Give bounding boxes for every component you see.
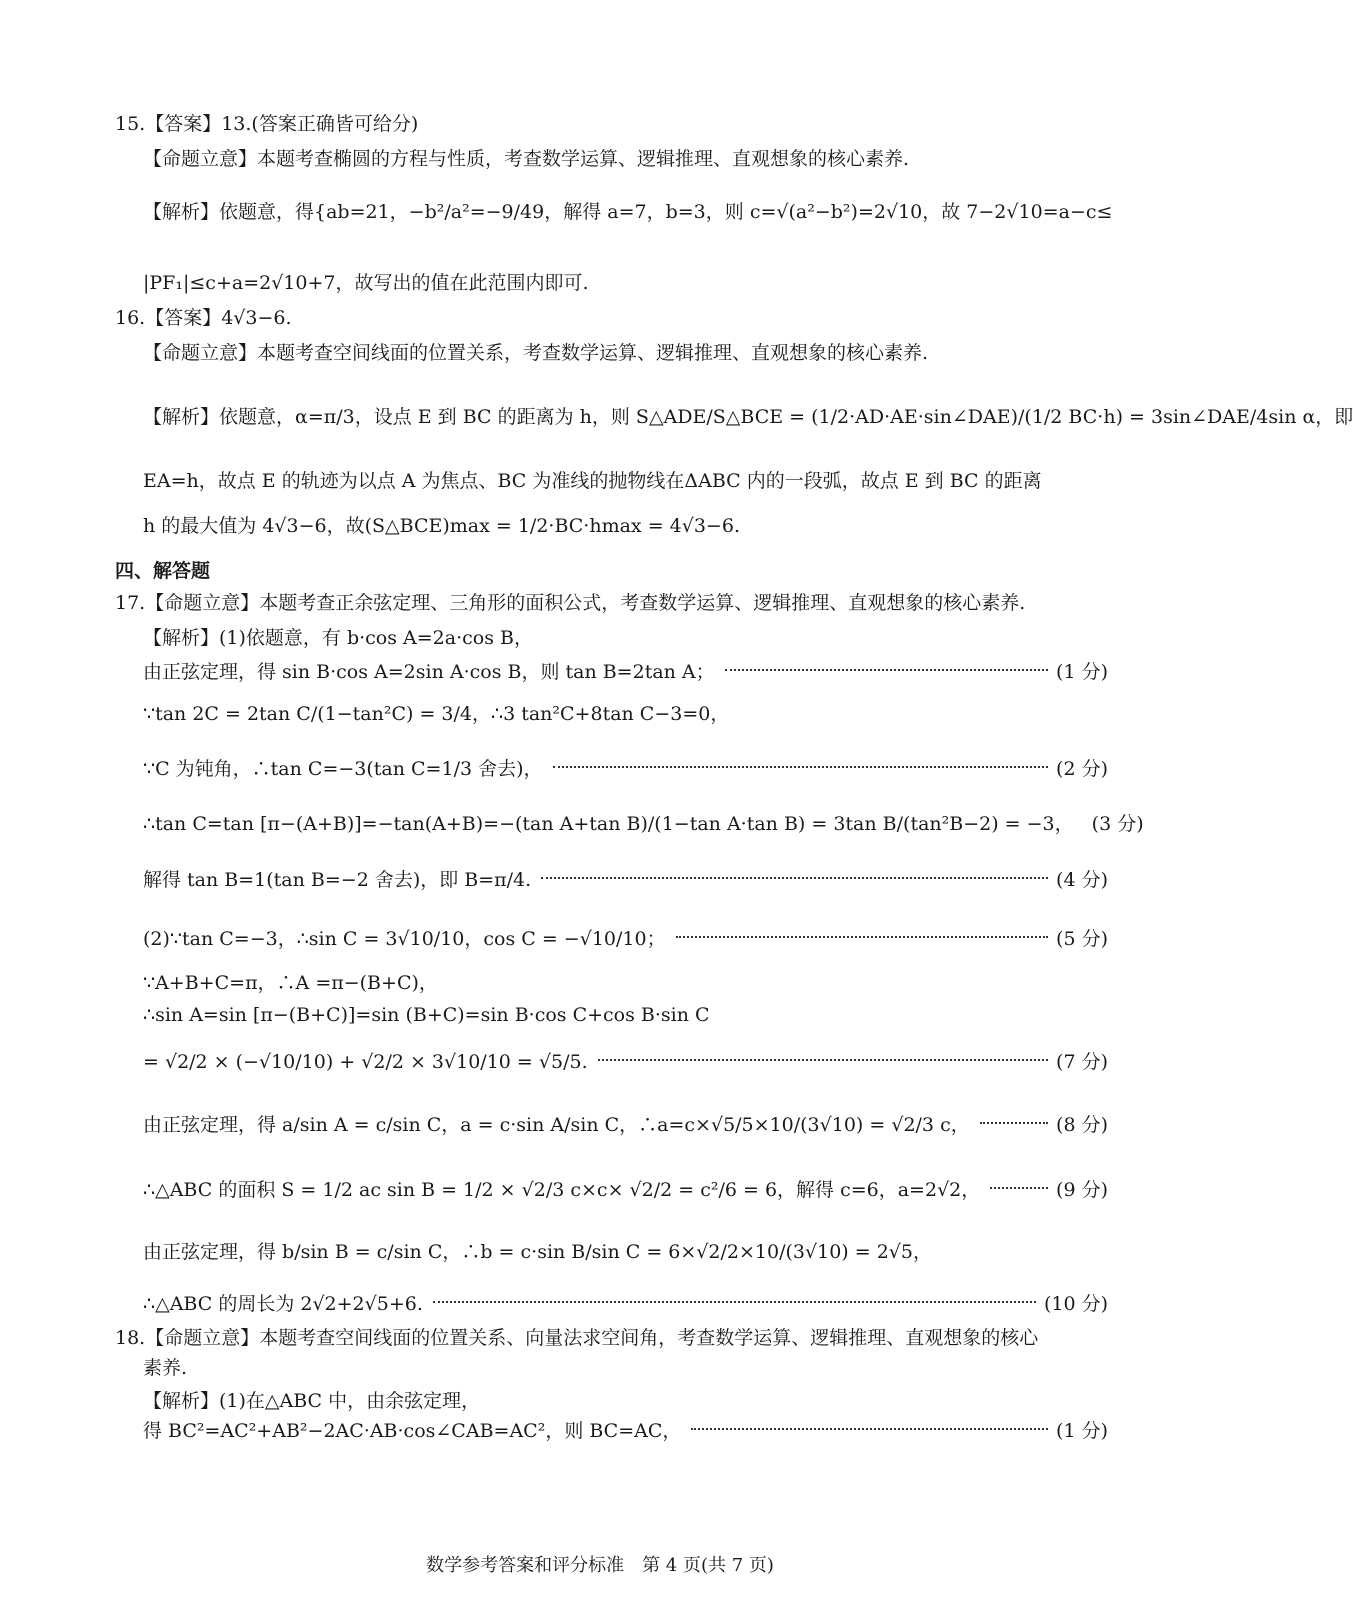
line-text: 16.【答案】4√3−6.	[115, 307, 292, 329]
score-label: (5 分)	[1056, 928, 1108, 950]
text-line	[115, 306, 1108, 330]
score-label: (4 分)	[1056, 869, 1108, 891]
line-text: 【解析】(1)在△ABC 中，由余弦定理，	[143, 1390, 481, 1412]
text-line	[143, 1050, 1108, 1074]
line-text: 解得 tan B=1(tan B=−2 舍去)，即 B=π/4.	[143, 869, 532, 891]
leader-dots	[725, 668, 1048, 671]
line-text: = √2/2 × (−√10/10) + √2/2 × 3√10/10 = √5/5.	[143, 1051, 588, 1073]
line-text: h 的最大值为 4√3−6，故(S△BCE)max = 1/2·BC·hmax = 4√3−6.	[143, 515, 740, 537]
line-text: ∵A+B+C=π，∴A =π−(B+C)，	[143, 972, 438, 994]
leader-dots	[553, 765, 1049, 768]
text-line	[115, 112, 1108, 136]
score-label: (9 分)	[1056, 1179, 1108, 1201]
text-line	[143, 812, 1144, 836]
line-text: 18.【命题立意】本题考查空间线面的位置关系、向量法求空间角，考查数学运算、逻辑推理、直观想象的核心	[115, 1327, 1039, 1349]
line-text: 由正弦定理，得 a/sin A = c/sin C，a = c·sin A/sin C，∴a=c×√5/5×10/(3√10) = √2/3 c，	[143, 1114, 970, 1136]
section-heading: 四、解答题	[115, 560, 211, 582]
text-line	[143, 1113, 1108, 1137]
line-text: 由正弦定理，得 b/sin B = c/sin C，∴b = c·sin B/sin C = 6×√2/2×10/(3√10) = 2√5，	[143, 1241, 932, 1263]
line-text: EA=h，故点 E 的轨迹为以点 A 为焦点、BC 为准线的抛物线在ΔABC 内的一段弧，故点 E 到 BC 的距离	[143, 470, 1042, 492]
score-label: (2 分)	[1056, 758, 1108, 780]
line-text: 【解析】依题意，α=π/3，设点 E 到 BC 的距离为 h，则 S△ADE/S△BCE = (1/2·AD·AE·sin∠DAE)/(1/2 BC·h) = 3sin∠DAE/4sin α，即	[143, 406, 1353, 428]
text-line	[115, 1326, 1108, 1350]
leader-dots	[980, 1121, 1048, 1124]
line-text: 得 BC²=AC²+AB²−2AC·AB·cos∠CAB=AC²，则 BC=AC，	[143, 1420, 682, 1442]
text-line	[143, 271, 1108, 295]
text-line	[143, 341, 1108, 365]
text-line	[143, 405, 1353, 429]
line-text: ∴tan C=tan [π−(A+B)]=−tan(A+B)=−(tan A+tan B)/(1−tan A·tan B) = 3tan B/(tan²B−2) = −3，	[143, 813, 1074, 835]
text-line	[143, 626, 1108, 650]
line-text: ∴△ABC 的面积 S = 1/2 ac sin B = 1/2 × √2/3 c×c× √2/2 = c²/6 = 6，解得 c=6，a=2√2，	[143, 1179, 981, 1201]
text-line	[143, 971, 1108, 995]
score-label: (8 分)	[1056, 1114, 1108, 1136]
leader-dots	[990, 1186, 1048, 1189]
text-line	[143, 514, 1108, 538]
score-label: (1 分)	[1056, 1420, 1108, 1442]
leader-dots	[598, 1058, 1048, 1061]
line-text: ∵tan 2C = 2tan C/(1−tan²C) = 3/4，∴3 tan²C+8tan C−3=0，	[143, 703, 730, 725]
line-text: ∴△ABC 的周长为 2√2+2√5+6.	[143, 1293, 423, 1315]
leader-dots	[691, 1427, 1048, 1430]
line-text: 由正弦定理，得 sin B·cos A=2sin A·cos B，则 tan B=2tan A；	[143, 661, 715, 683]
text-line	[143, 757, 1108, 781]
line-text: ∴sin A=sin [π−(B+C)]=sin (B+C)=sin B·cos C+cos B·sin C	[143, 1004, 710, 1026]
line-text: (2)∵tan C=−3，∴sin C = 3√10/10，cos C = −√10/10；	[143, 928, 666, 950]
text-line	[143, 868, 1108, 892]
line-text: 【命题立意】本题考查椭圆的方程与性质，考查数学运算、逻辑推理、直观想象的核心素养.	[143, 148, 910, 170]
text-line	[143, 660, 1108, 684]
leader-dots	[676, 935, 1048, 938]
text-line	[143, 469, 1108, 493]
text-line	[143, 200, 1113, 224]
score-label: (10 分)	[1043, 1293, 1108, 1315]
line-text: 素养.	[143, 1357, 188, 1379]
line-text: 【命题立意】本题考查空间线面的位置关系，考查数学运算、逻辑推理、直观想象的核心素养.	[143, 342, 929, 364]
line-text: 15.【答案】13.(答案正确皆可给分)	[115, 113, 419, 135]
leader-dots	[541, 876, 1048, 879]
line-text: 【解析】依题意，得{ab=21，−b²/a²=−9/49，解得 a=7，b=3，则 c=√(a²−b²)=2√10，故 7−2√10=a−c≤	[143, 201, 1113, 223]
score-label: (7 分)	[1056, 1051, 1108, 1073]
text-line	[115, 591, 1108, 615]
text-line	[143, 1292, 1108, 1316]
score-label: (1 分)	[1056, 661, 1108, 683]
line-text: 17.【命题立意】本题考查正余弦定理、三角形的面积公式，考查数学运算、逻辑推理、直观想象的核心素养.	[115, 592, 1026, 614]
text-line	[143, 927, 1108, 951]
line-text: |PF₁|≤c+a=2√10+7，故写出的值在此范围内即可.	[143, 272, 589, 294]
text-line	[143, 1389, 1108, 1413]
score-label: (3 分)	[1091, 813, 1144, 835]
text-line	[143, 1178, 1108, 1202]
text-line	[143, 1240, 1108, 1264]
page-footer: 数学参考答案和评分标准 第 4 页(共 7 页)	[426, 1555, 774, 1576]
text-line	[143, 702, 1108, 726]
text-line	[143, 1356, 1108, 1380]
text-line	[143, 1003, 1108, 1027]
leader-dots	[433, 1300, 1036, 1303]
line-text: ∵C 为钝角，∴tan C=−3(tan C=1/3 舍去)，	[143, 758, 543, 780]
text-line	[143, 1419, 1108, 1443]
line-text: 【解析】(1)依题意，有 b·cos A=2a·cos B，	[143, 627, 533, 649]
text-line	[143, 147, 1108, 171]
